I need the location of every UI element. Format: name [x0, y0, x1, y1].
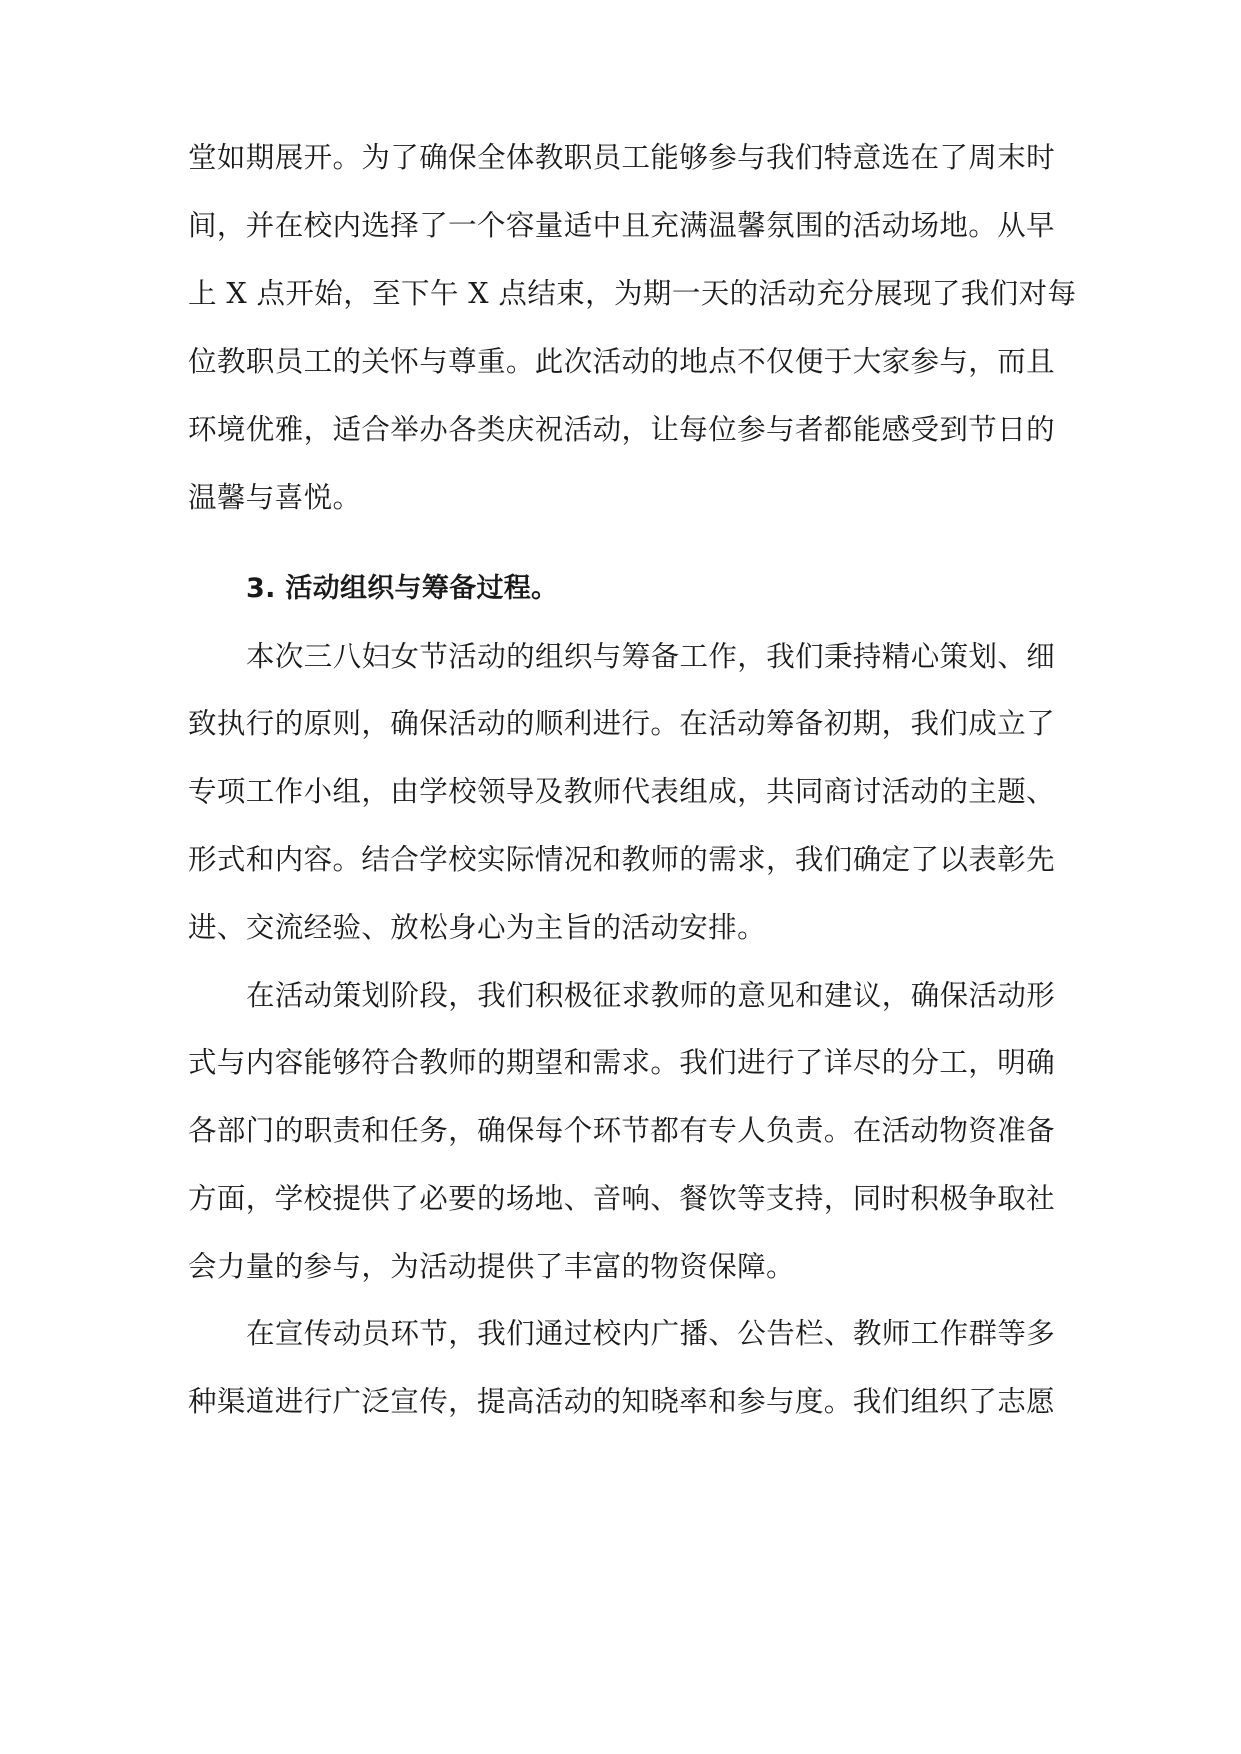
paragraph-line: 方面，学校提供了必要的场地、音响、餐饮等支持，同时积极争取社	[188, 1182, 1056, 1215]
paragraph-line: 进、交流经验、放松身心为主旨的活动安排。	[188, 911, 767, 944]
paragraph-line: 各部门的职责和任务，确保每个环节都有专人负责。在活动物资准备	[188, 1114, 1056, 1147]
paragraph-line: 专项工作小组，由学校领导及教师代表组成，共同商讨活动的主题、	[188, 775, 1056, 808]
paragraph-line: 种渠道进行广泛宣传，提高活动的知晓率和参与度。我们组织了志愿	[188, 1385, 1056, 1418]
intro-line: 上 X 点开始，至下午 X 点结束，为期一天的活动充分展现了我们对每	[188, 277, 1077, 310]
intro-line: 温馨与喜悦。	[188, 481, 362, 514]
section-heading: 3. 活动组织与筹备过程。	[246, 573, 559, 604]
intro-line: 环境优雅，适合举办各类庆祝活动，让每位参与者都能感受到节日的	[188, 413, 1056, 446]
paragraph-line: 形式和内容。结合学校实际情况和教师的需求，我们确定了以表彰先	[188, 843, 1056, 876]
paragraph-line: 致执行的原则，确保活动的顺利进行。在活动筹备初期，我们成立了	[188, 707, 1056, 740]
paragraph-line: 式与内容能够符合教师的期望和需求。我们进行了详尽的分工，明确	[188, 1046, 1056, 1079]
intro-line: 位教职员工的关怀与尊重。此次活动的地点不仅便于大家参与，而且	[188, 345, 1056, 378]
paragraph-line: 会力量的参与，为活动提供了丰富的物资保障。	[188, 1250, 795, 1283]
intro-line: 间，并在校内选择了一个容量适中且充满温馨氛围的活动场地。从早	[188, 209, 1056, 242]
paragraph-line: 在宣传动员环节，我们通过校内广播、公告栏、教师工作群等多	[246, 1317, 1056, 1350]
paragraph-line: 本次三八妇女节活动的组织与筹备工作，我们秉持精心策划、细	[246, 640, 1056, 673]
intro-line: 堂如期展开。为了确保全体教职员工能够参与我们特意选在了周末时	[188, 141, 1056, 174]
paragraph-line: 在活动策划阶段，我们积极征求教师的意见和建议，确保活动形	[246, 979, 1056, 1012]
